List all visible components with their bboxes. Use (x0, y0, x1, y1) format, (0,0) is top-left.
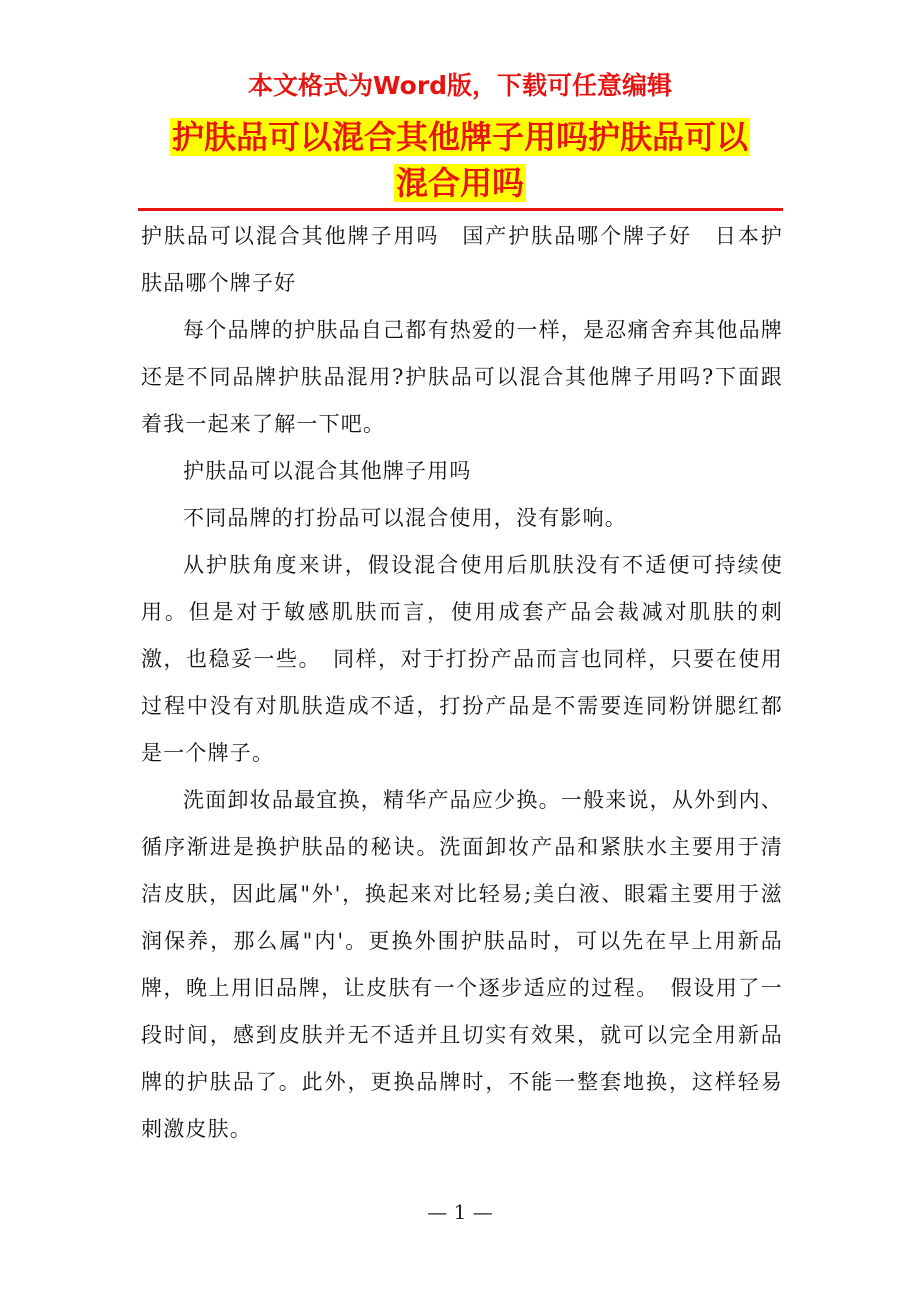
keywords-line: 护肤品可以混合其他牌子用吗 国产护肤品哪个牌子好 日本护肤品哪个牌子好 (141, 224, 783, 295)
document-body (141, 213, 783, 1153)
title-divider (138, 208, 783, 211)
format-notice-banner: 本文格式为Word版，下载可任意编辑 (247, 71, 673, 100)
paragraph-switching-tips: 洗面卸妆品最宜换，精华产品应少换。一般来说，从外到内、循序渐进是换护肤品的秘诀。洗面卸妆产品和紧肤水主要用于清洁皮肤，因此属"外'，换起来对比轻易;美白液、眼霜主要用于滋润保养，那么属"内'。更换外围护肤品时，可以先在早上用新品牌，晚上用旧品牌，让皮肤有一个逐步适应的过程。 假设用了一段时间，感到皮肤并无不适并且切实有效果，就可以完全用新品牌的护肤品了。此外，更换品牌时，不能一整套地换，这样轻易刺激皮肤。 (141, 788, 783, 1141)
paragraph-intro: 每个品牌的护肤品自己都有热爱的一样，是忍痛舍弃其他品牌还是不同品牌护肤品混用?护肤品可以混合其他牌子用吗?下面跟着我一起来了解一下吧。 (141, 318, 783, 436)
document-title (140, 114, 780, 206)
section-heading: 护肤品可以混合其他牌子用吗 (183, 459, 472, 483)
document-title-line-1: 护肤品可以混合其他牌子用吗护肤品可以 (171, 118, 748, 156)
paragraph-skin-angle: 从护肤角度来讲，假设混合使用后肌肤没有不适便可持续使用。但是对于敏感肌肤而言，使用成套产品会裁减对肌肤的刺激，也稳妥一些。 同样，对于打扮产品而言也同样，只要在使用过程中没有对肌肤造成不适，打扮产品是不需要连同粉饼腮红都是一个牌子。 (141, 553, 783, 765)
page-number: — 1 — (427, 1200, 493, 1224)
paragraph-answer: 不同品牌的打扮品可以混合使用，没有影响。 (183, 506, 627, 530)
document-title-line-2: 混合用吗 (395, 164, 524, 202)
